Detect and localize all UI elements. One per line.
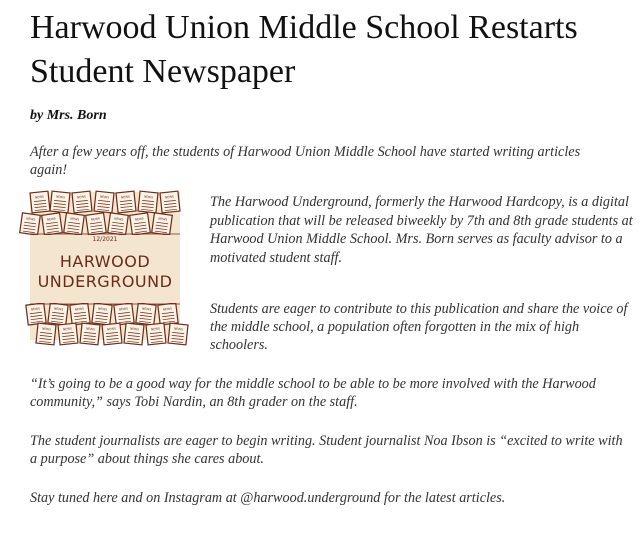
newspaper-icon <box>64 213 85 235</box>
svg-text:NEWS: NEWS <box>46 216 57 222</box>
byline: by Mrs. Born <box>30 108 107 123</box>
svg-text:NEWS: NEWS <box>99 194 110 200</box>
newspaper-icon <box>30 191 50 213</box>
svg-text:NEWS: NEWS <box>34 194 45 200</box>
svg-text:NEWS: NEWS <box>97 306 108 312</box>
svg-text:NEWS: NEWS <box>74 306 85 312</box>
svg-text:NEWS: NEWS <box>129 326 140 332</box>
svg-text:NEWS: NEWS <box>173 326 184 332</box>
newspaper-icon <box>42 213 63 235</box>
newspaper-icon <box>48 303 68 325</box>
newspaper-icon <box>36 323 56 345</box>
svg-text:NEWS: NEWS <box>76 194 87 200</box>
svg-text:NEWS: NEWS <box>134 216 145 222</box>
svg-text:NEWS: NEWS <box>141 306 152 312</box>
harwood-underground-logo-image <box>25 192 184 340</box>
svg-text:NEWS: NEWS <box>85 326 96 332</box>
newspaper-icon <box>138 191 158 213</box>
paragraph-publication: The Harwood Underground, formerly the Harwood Hardcopy, is a digital publication that will be released biweekly by 7th and 8th grade students at Harwood Union Middle School. Mrs. Born serves as faculty advisor to a motivated student staff. <box>210 194 633 266</box>
newspaper-icon <box>26 303 46 325</box>
newspaper-icon <box>80 323 100 345</box>
newspaper-icon <box>72 191 92 213</box>
svg-text:NEWS: NEWS <box>120 194 131 200</box>
svg-text:NEWS: NEWS <box>55 194 66 200</box>
svg-text:NEWS: NEWS <box>118 306 129 312</box>
svg-text:NEWS: NEWS <box>150 326 161 332</box>
paragraph-stay-tuned: Stay tuned here and on Instagram at @harwood.underground for the latest articles. <box>30 490 506 506</box>
newspaper-icon <box>20 213 41 235</box>
newspaper-icon <box>92 303 112 325</box>
newspaper-icon <box>124 323 144 345</box>
newspaper-icon <box>158 303 178 325</box>
article-title: Harwood Union Middle School Restarts Student Newspaper <box>30 9 578 90</box>
newspaper-icon <box>58 323 78 345</box>
newspaper-icon <box>102 323 122 345</box>
intro-paragraph: After a few years off, the students of Harwood Union Middle School have started writing articles again! <box>30 144 581 178</box>
svg-text:NEWS: NEWS <box>62 326 73 332</box>
svg-text:NEWS: NEWS <box>53 306 64 312</box>
svg-text:NEWS: NEWS <box>41 326 52 332</box>
newspaper-icon <box>146 323 166 345</box>
newspaper-icon <box>94 191 114 213</box>
paragraph-quote: “It’s going to be a good way for the middle school to be able to be more involved with the Harwood community,” says Tobi Nardin, an 8th grader on the staff. <box>30 376 596 410</box>
newspaper-icon <box>168 323 188 345</box>
svg-text:NEWS: NEWS <box>25 216 36 222</box>
svg-text:NEWS: NEWS <box>164 194 175 200</box>
svg-text:NEWS: NEWS <box>106 326 117 332</box>
newspaper-icon <box>136 303 156 325</box>
newspaper-icon <box>114 303 134 325</box>
svg-text:NEWS: NEWS <box>143 194 154 200</box>
svg-text:NEWS: NEWS <box>157 216 168 222</box>
svg-text:NEWS: NEWS <box>113 216 124 222</box>
newspaper-icon <box>116 191 136 213</box>
newspaper-icon <box>152 213 173 235</box>
svg-text:NEWS: NEWS <box>69 216 80 222</box>
logo-date: 12/2021 <box>92 236 118 243</box>
paragraph-journalists: The student journalists are eager to begin writing. Student journalist Noa Ibson is “excited to write with a purpose” about things she cares about. <box>30 433 623 467</box>
logo-title <box>30 252 180 292</box>
newspaper-icon <box>108 213 129 235</box>
svg-text:NEWS: NEWS <box>90 216 101 222</box>
newspaper-icon <box>70 303 90 325</box>
svg-text:NEWS: NEWS <box>162 306 173 312</box>
newspaper-icon <box>130 213 151 235</box>
paragraph-students-eager: Students are eager to contribute to this publication and share the voice of the middle school, a population often forgotten in the mix of high schoolers. <box>210 301 628 353</box>
newspaper-icon <box>160 191 180 213</box>
logo-title-line-2: UNDERGROUND <box>37 272 173 291</box>
logo-title-line-1: HARWOOD <box>59 252 151 271</box>
newspaper-icon <box>86 213 107 235</box>
newspaper-icon <box>50 191 70 213</box>
svg-text:NEWS: NEWS <box>30 306 41 312</box>
